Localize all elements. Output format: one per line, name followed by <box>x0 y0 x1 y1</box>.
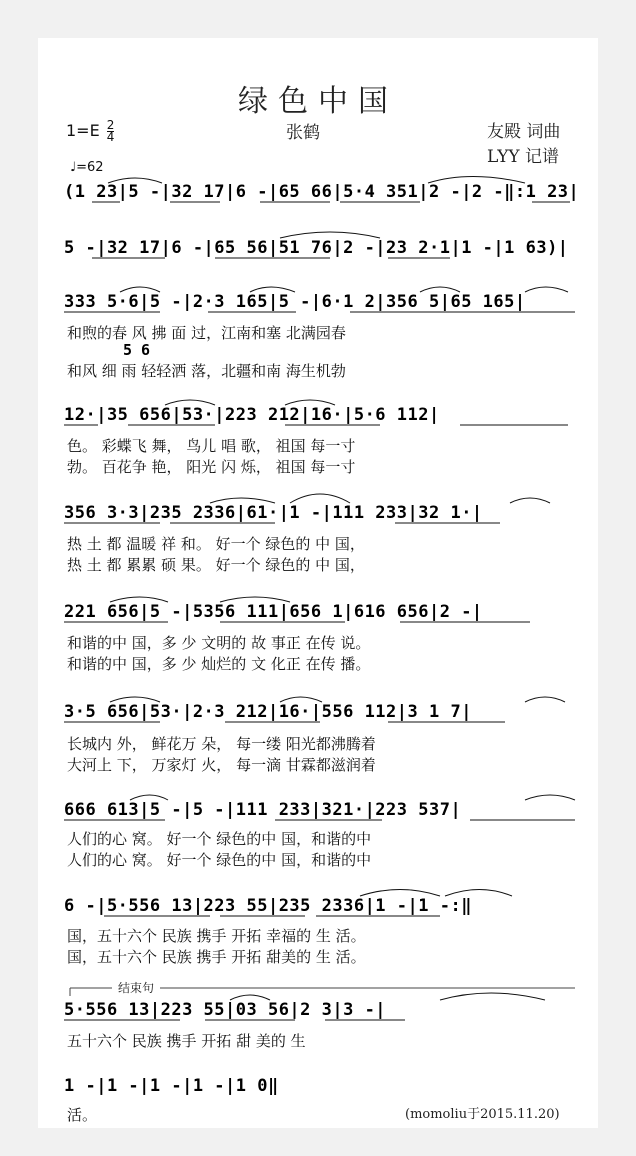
slur-arc <box>130 795 168 800</box>
singer-name: 张鹤 <box>286 123 320 143</box>
slur-arc <box>120 287 160 292</box>
lyric-line-9b: 国，五十六个 民族 携手 开拓 甜美的 生 活。 <box>67 948 366 966</box>
slur-arc <box>220 597 290 602</box>
lyric-line-5a: 热 土 都 温暖 祥 和。 好一个 绿色的 中 国， <box>67 535 365 553</box>
score-line-9: 6 -|5·556 13|223 55|235 2336|1 -|1 -:‖ <box>64 896 472 916</box>
song-title: 绿色中国 <box>238 84 398 119</box>
slur-arc <box>525 795 575 800</box>
composer-credit: 友殿 词曲 <box>487 122 561 142</box>
slur-arc <box>108 178 162 183</box>
score-line-5: 356 3·3|235 2336|61·|1 -|111 233|32 1·| <box>64 503 483 523</box>
lyric-line-7a: 长城内 外， 鲜花万 朵， 每一缕 阳光都沸腾着 <box>67 735 376 753</box>
slur-arc <box>280 232 380 238</box>
lyric-line-8b: 人们的心 窝。 好一个 绿色的中 国，和谐的中 <box>67 851 372 869</box>
lyric-line-10: 五十六个 民族 携手 开拓 甜 美的 生 <box>67 1032 306 1050</box>
transcriber-credit: LYY 记谱 <box>487 147 560 167</box>
slur-arc <box>428 177 525 184</box>
lyric-line-7b: 大河上 下， 万家灯 火， 每一滴 甘霖都滋润着 <box>67 756 376 774</box>
score-line-11: 1 -|1 -|1 -|1 -|1 0‖ <box>64 1076 279 1096</box>
score-line-3: 333 5·6|5 -|2·3 165|5 -|6·1 2|356 5|65 165| <box>64 292 526 312</box>
tempo-value: =62 <box>76 160 104 175</box>
slur-arc <box>165 400 215 405</box>
ending-label: 结束句 <box>118 981 155 995</box>
alt-notes: 5 6 <box>123 341 151 359</box>
lyric-line-6a: 和谐的中 国，多 少 文明的 故 事正 在传 说。 <box>67 634 371 652</box>
score-line-4: 12·|35 656|53·|223 212|16·|5·6 112| <box>64 405 440 425</box>
score-line-8: 666 613|5 -|5 -|111 233|321·|223 537| <box>64 800 462 820</box>
lyric-line-8a: 人们的心 窝。 好一个 绿色的中 国，和谐的中 <box>67 830 372 848</box>
signature-credit: (momoliu于2015.11.20) <box>405 1107 560 1122</box>
slur-arc <box>280 697 322 702</box>
score-line-2: 5 -|32 17|6 -|65 56|51 76|2 -|23 2·1|1 -|1 63)| <box>64 238 569 258</box>
slur-arc <box>440 993 545 1000</box>
slur-arc <box>285 400 335 405</box>
slur-arc <box>110 597 168 602</box>
slur-arc <box>510 498 550 503</box>
score-line-6: 221 656|5 -|5356 111|656 1|616 656|2 -| <box>64 602 483 622</box>
score-line-10: 5·556 13|223 55|03 56|2 3|3 -| <box>64 1000 387 1020</box>
slur-arc <box>420 287 460 292</box>
slur-arc <box>290 494 350 503</box>
lyric-line-3b: 和风 细 雨 轻轻洒 落，北疆和南 海生机勃 <box>67 362 346 380</box>
time-sig-top: 2 <box>106 118 115 132</box>
slur-arc <box>210 498 275 503</box>
slur-arc <box>250 287 295 292</box>
score-line-7: 3·5 656|53·|2·3 212|16·|556 112|3 1 7| <box>64 702 472 722</box>
lyric-line-4a: 色。 彩蝶飞 舞， 鸟儿 唱 歌， 祖国 每一寸 <box>67 437 356 455</box>
slur-arc <box>445 890 512 897</box>
quarter-note-icon: ♩ <box>70 160 77 175</box>
slur-arc <box>360 890 440 897</box>
slur-arc <box>230 995 270 1000</box>
key-label: 1=E <box>66 121 100 140</box>
slur-arc <box>525 287 568 292</box>
lyric-line-4b: 勃。 百花争 艳， 阳光 闪 烁， 祖国 每一寸 <box>67 458 356 476</box>
time-sig-bottom: 4 <box>106 130 115 144</box>
lyric-line-5b: 热 土 都 累累 硕 果。 好一个 绿色的 中 国， <box>67 556 365 574</box>
score-line-1: (1 23|5 -|32 17|6 -|65 66|5·4 351|2 -|2 -‖:1 23| <box>64 182 580 202</box>
lyric-line-9a: 国，五十六个 民族 携手 开拓 幸福的 生 活。 <box>67 927 366 945</box>
lyric-line-6b: 和谐的中 国，多 少 灿烂的 文 化正 在传 播。 <box>67 655 371 673</box>
slur-arc <box>525 697 565 702</box>
slur-arc <box>110 697 160 702</box>
lyric-line-3a: 和煦的春 风 拂 面 过，江南和塞 北满园春 <box>67 324 346 342</box>
lyric-line-11: 活。 <box>67 1106 98 1124</box>
